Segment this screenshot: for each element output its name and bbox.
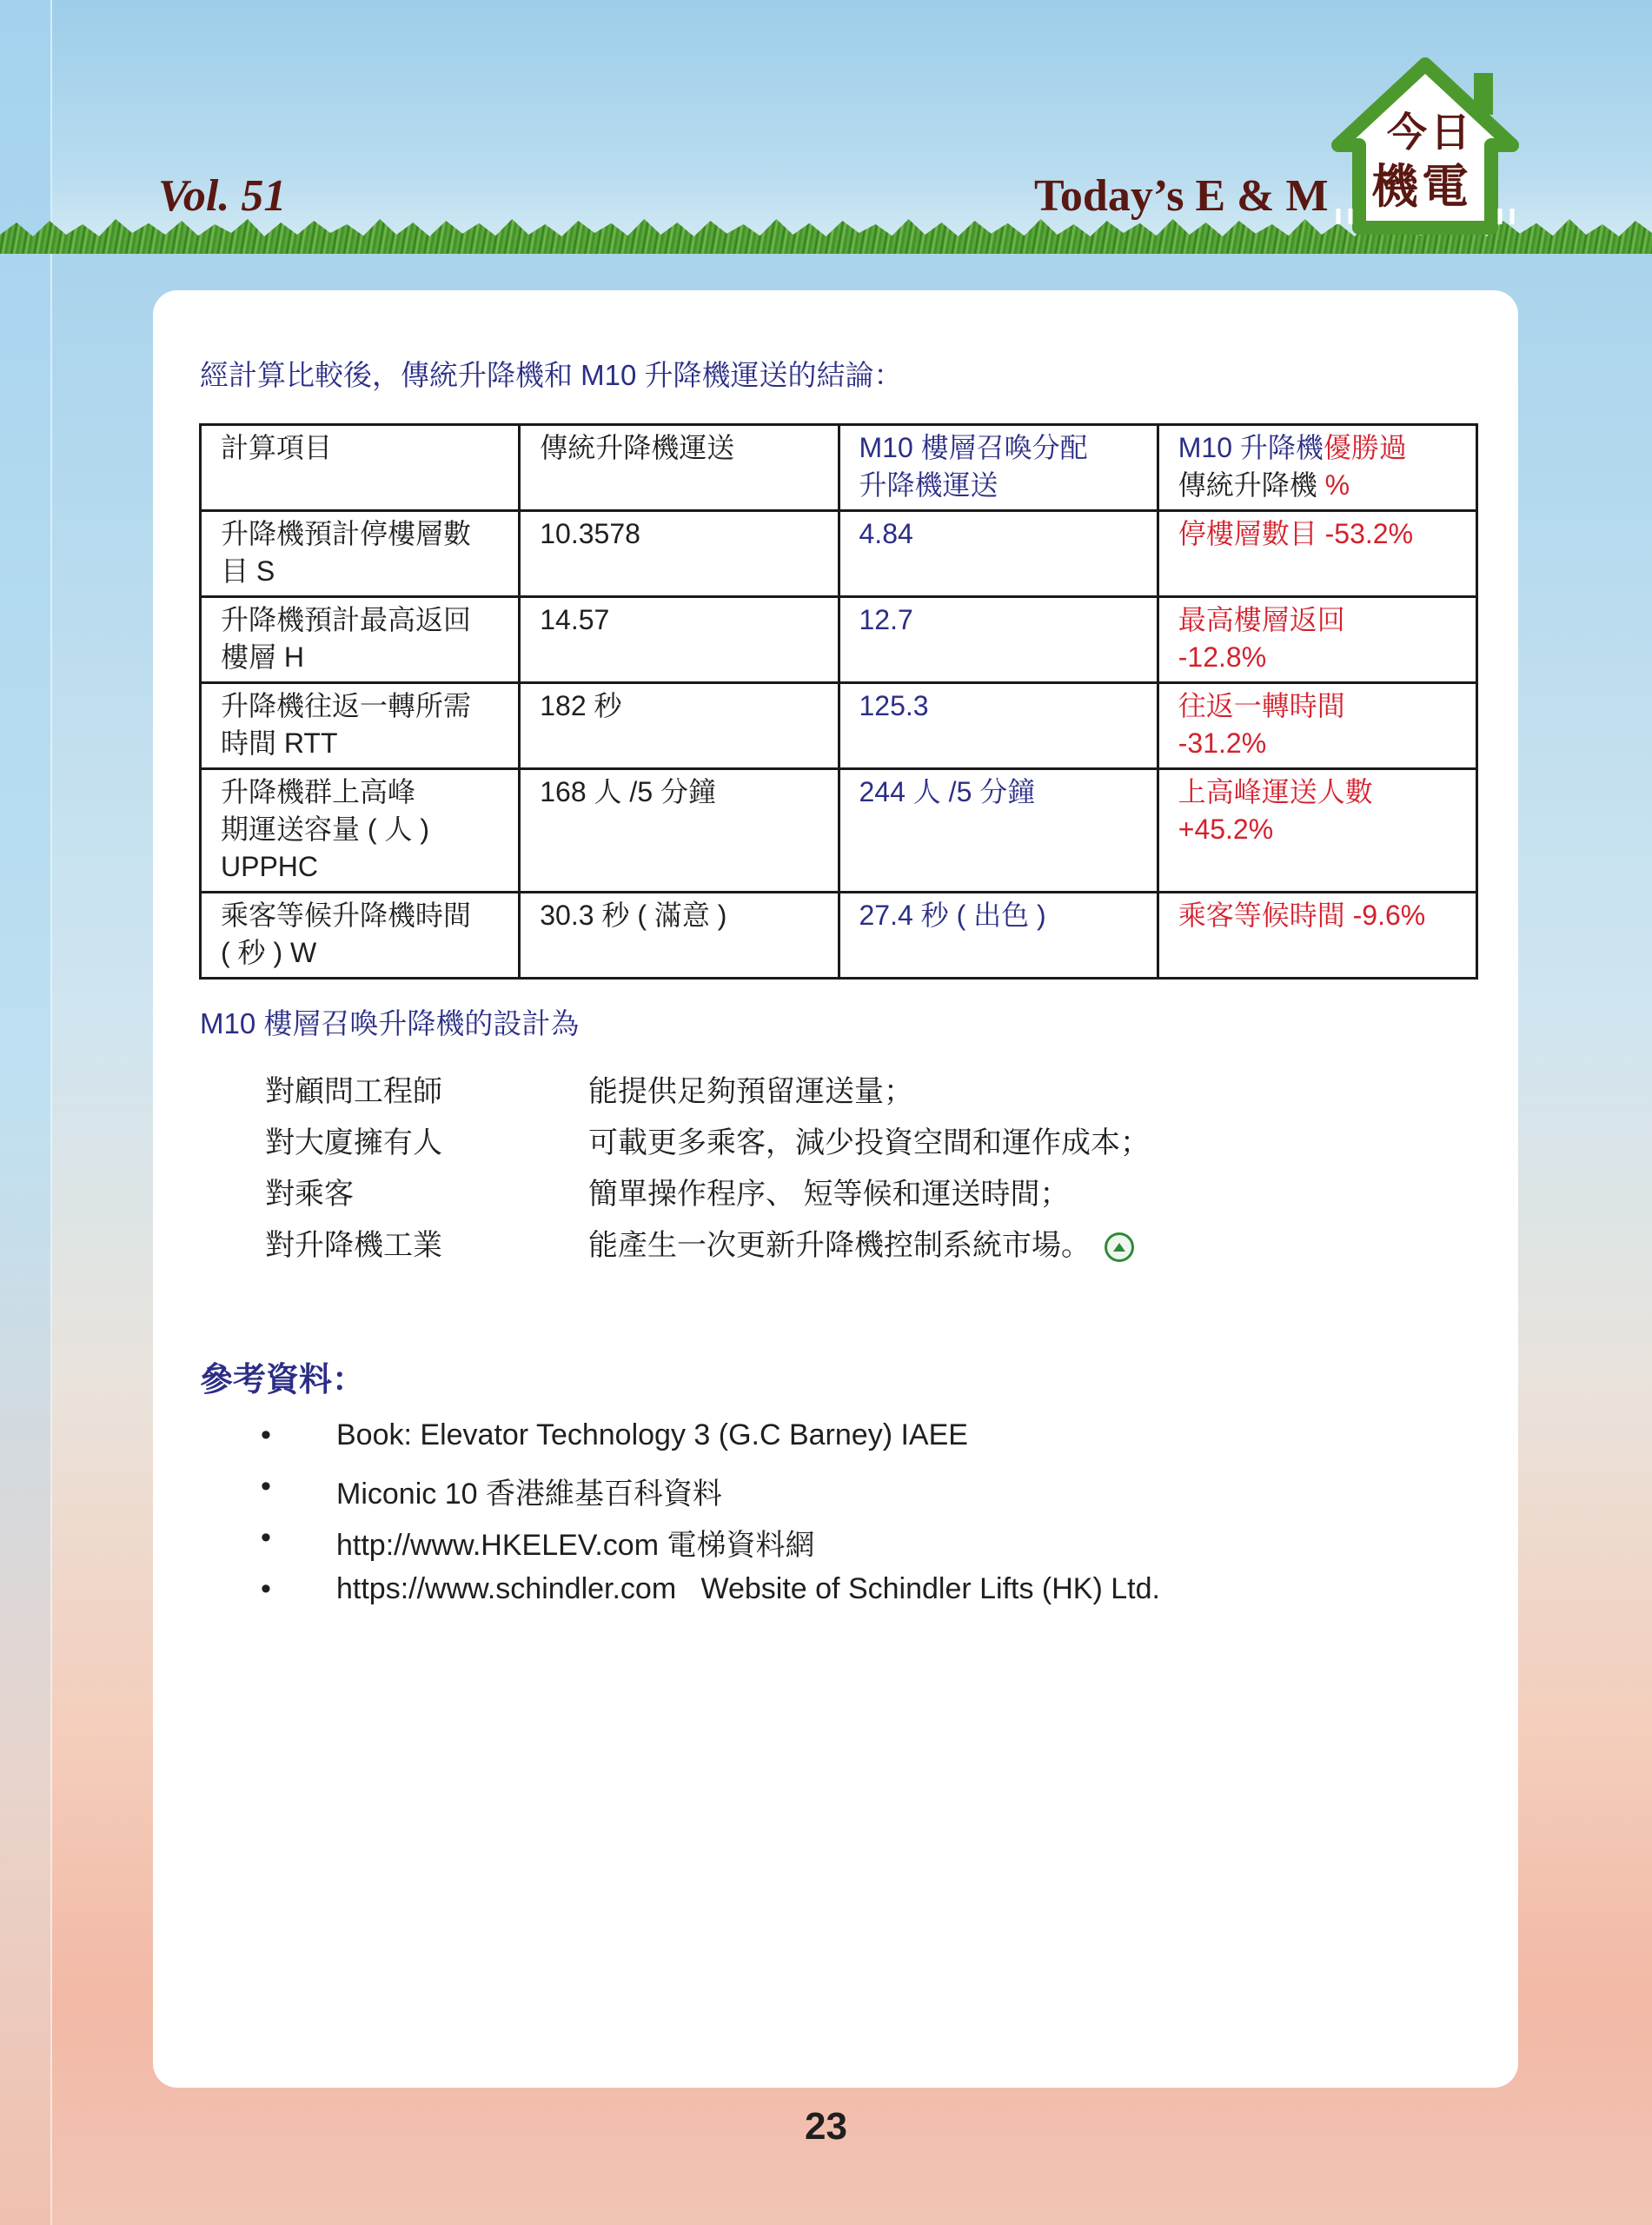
bullet-icon: •	[261, 1521, 271, 1554]
page-number: 23	[805, 2105, 847, 2148]
logo-text-line1: 今日	[1387, 109, 1474, 156]
table-row	[201, 893, 1477, 979]
table-cell: 125.3	[839, 683, 1158, 769]
reference-link[interactable]: https://www.schindler.com Website of Schindler Lifts (HK) Ltd.	[336, 1572, 1160, 1605]
table-cell: 30.3 秒 ( 滿意 )	[520, 893, 839, 979]
bullet-icon: •	[261, 1470, 271, 1503]
design-benefit: 能產生一次更新升降機控制系統市場。	[588, 1229, 1091, 1262]
reference-text: Miconic 10 香港維基百科資料	[336, 1478, 722, 1511]
table-cell: 乘客等候時間 -9.6%	[1158, 893, 1476, 979]
design-audience: 對乘客	[265, 1178, 354, 1211]
design-audience: 對大廈擁有人	[265, 1126, 442, 1159]
table-cell: 10.3578	[520, 511, 839, 597]
header-part: 傳統升降機	[1178, 469, 1325, 501]
table-cell: 27.4 秒 ( 出色 )	[839, 893, 1158, 979]
table-row	[201, 769, 1477, 893]
table-cell: 乘客等候升降機時間 ( 秒 ) W	[201, 893, 520, 979]
table-cell: 升降機預計停樓層數 目 S	[201, 511, 520, 597]
references-title: 參考資料：	[200, 1359, 366, 1398]
volume-label: Vol. 51	[158, 171, 287, 221]
bullet-icon: •	[261, 1572, 271, 1605]
table-header-row	[201, 425, 1477, 511]
table-cell: 往返一轉時間 -31.2%	[1158, 683, 1476, 769]
table-cell: 停樓層數目 -53.2%	[1158, 511, 1476, 597]
header-part: %	[1324, 469, 1350, 501]
design-benefit: 能提供足夠預留運送量；	[588, 1075, 913, 1108]
table-cell: 升降機群上高峰 期運送容量 ( 人 ) UPPHC	[201, 769, 520, 893]
table-cell: 182 秒	[520, 683, 839, 769]
table-cell: 4.84	[839, 511, 1158, 597]
bullet-icon: •	[261, 1418, 271, 1451]
table-cell: 最高樓層返回 -12.8%	[1158, 597, 1476, 683]
reference-link[interactable]: http://www.HKELEV.com 電梯資料網	[336, 1529, 815, 1562]
table-cell: 升降機往返一轉所需 時間 RTT	[201, 683, 520, 769]
header-part: 優勝過	[1323, 432, 1407, 463]
left-sidebar-strip	[0, 0, 52, 2225]
comparison-table	[199, 423, 1478, 980]
design-benefit-with-icon	[588, 1221, 1134, 1264]
end-of-article-icon	[1105, 1232, 1134, 1262]
table-header-cell: M10 樓層召喚分配 升降機運送	[839, 425, 1158, 511]
house-logo	[1321, 54, 1529, 236]
table-cell: 12.7	[839, 597, 1158, 683]
table-cell: 上高峰運送人數 +45.2%	[1158, 769, 1476, 893]
table-header-cell	[1158, 425, 1476, 511]
reference-text: Book: Elevator Technology 3 (G.C Barney) IAEE	[336, 1418, 968, 1451]
design-benefit: 可載更多乘客，減少投資空間和運作成本；	[588, 1126, 1150, 1159]
design-benefit: 簡單操作程序、 短等候和運送時間；	[588, 1178, 1070, 1211]
table-row	[201, 683, 1477, 769]
magazine-title: Today’s E & M	[1034, 171, 1329, 221]
table-header-cell: 傳統升降機運送	[520, 425, 839, 511]
design-audience: 對顧問工程師	[265, 1075, 442, 1108]
table-cell: 升降機預計最高返回 樓層 H	[201, 597, 520, 683]
table-row	[201, 597, 1477, 683]
intro-text: 經計算比較後，傳統升降機和 M10 升降機運送的結論：	[200, 359, 903, 391]
table-cell: 14.57	[520, 597, 839, 683]
table-cell: 244 人 /5 分鐘	[839, 769, 1158, 893]
header-part: M10 升降機	[1178, 432, 1324, 463]
design-section-title: M10 樓層召喚升降機的設計為	[200, 1007, 580, 1039]
table-header-cell: 計算項目	[201, 425, 520, 511]
design-audience: 對升降機工業	[265, 1229, 442, 1262]
table-cell: 168 人 /5 分鐘	[520, 769, 839, 893]
logo-text-line2: 機電	[1371, 158, 1472, 214]
table-row	[201, 511, 1477, 597]
